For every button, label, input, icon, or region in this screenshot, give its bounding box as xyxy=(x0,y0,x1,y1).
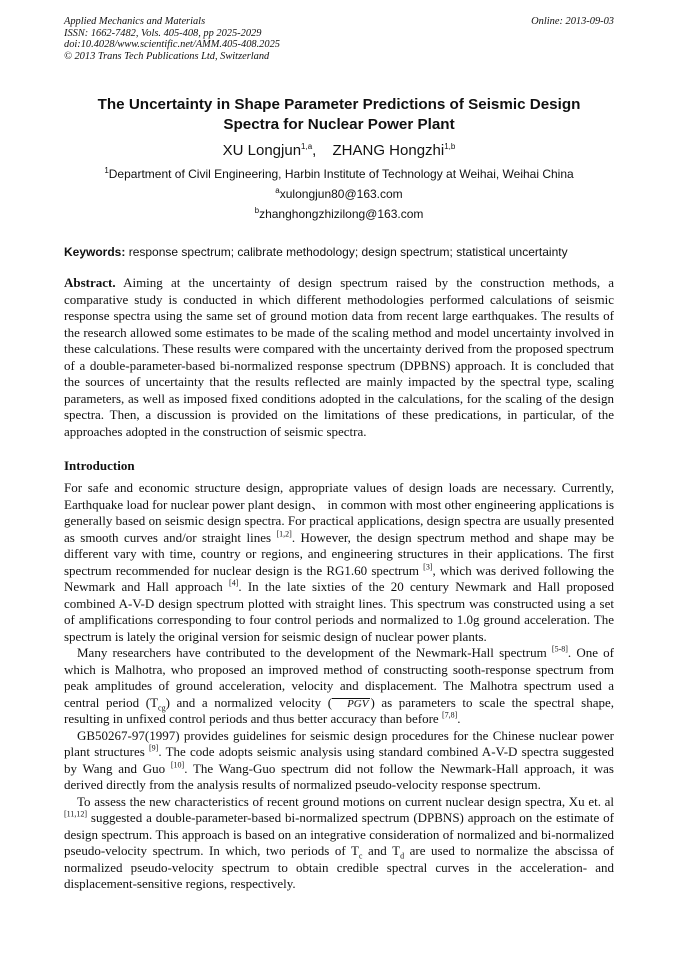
citation: [9] xyxy=(149,744,159,754)
citation: [4] xyxy=(229,579,239,589)
subscript: c xyxy=(358,851,363,861)
text-run: . The code adopts seismic analysis using standard combined A-V-D spectra suggested by Wang and Guo xyxy=(64,744,614,776)
text-run: . However, the design spectrum method and shape may be different vary with time, country or regions, and engineering structures in their applications. The first spectrum recommended for nuclear design is the RG1.60 spectrum xyxy=(64,529,614,578)
text-run: ) and a normalized velocity ( xyxy=(165,694,333,710)
title-line-1: The Uncertainty in Shape Parameter Predictions of Seismic Design xyxy=(97,96,581,114)
author-affil-mark: 1,b xyxy=(444,142,456,152)
pgv-symbol: PGV xyxy=(332,698,370,710)
text-run: Many researchers have contributed to the development of the Newmark-Hall spectrum xyxy=(77,645,552,661)
affiliation xyxy=(64,164,614,184)
keywords-label: Keywords: xyxy=(64,245,126,260)
journal-doi: doi:10.4028/www.scientific.net/AMM.405-408.2025 xyxy=(64,39,280,51)
author-list xyxy=(64,141,614,161)
journal-issn: ISSN: 1662-7482, Vols. 405-408, pp 2025-2029 xyxy=(64,27,262,39)
email-address: zhanghongzhizilong@163.com xyxy=(259,207,424,222)
text-run: and T xyxy=(362,843,401,859)
text-run: . In the late sixties of the 20 century Newmark and Hall proposed combined A-V-D design spectrum plotted with straight lines. This spectrum was constructed using a set of amplifications corresponding to four control periods and normalized to 1.0g ground acceleration. The spectrum is lately the original version for seismic design of nuclear power plants. xyxy=(64,579,614,644)
subscript: cg xyxy=(158,703,166,713)
abstract-text: Aiming at the uncertainty of design spectrum raised by the construction methods, a comparative study is conducted in which different methodologies performed calculations of seismic response spectra using the same set of ground motion data from recent large earthquakes. The results of the research allowed some estimates to be made of the scaling method and model uncertainty involved in these calculations. These results were compared with the uncertainty derived from the proposed spectrum of a double-parameter-based bi-normalized response spectrum (DPBNS) approach. It is concluded that the sources of uncertainty that the results reflected are mainly impacted by the spectral type, scaling parameters, as well as imposed fixed conditions adopted in the calculations, for the scaling of the design spectra. Then, a discussion is provided on the limitations of these predications, in particular, of the approaches adopted in the construction of seismic spectra. xyxy=(64,275,614,439)
keywords-text: response spectrum; calibrate methodology; design spectrum; statistical uncertainty xyxy=(125,245,568,260)
email-b xyxy=(64,204,614,224)
journal-info xyxy=(64,16,280,62)
citation: [11,12] xyxy=(64,810,88,820)
text-run: . The Wang-Guo spectrum did not follow the Newmark-Hall approach, it was derived directly from the analysis results of normalized pseudo-velocity response spectrum. xyxy=(64,760,614,793)
title-line-2: Spectra for Nuclear Power Plant xyxy=(223,115,455,133)
subscript: d xyxy=(400,851,405,861)
author-2 xyxy=(333,142,456,159)
text-run: For safe and economic structure design, appropriate values of design loads are necessary. Currently, Earthquake load for nuclear power plant design、 in common with most other engineering applications is generally based on seismic design spectra. For practical applications, design spectra are usually presented as smooth curves and/or straight lines xyxy=(64,480,614,545)
section-heading-introduction: Introduction xyxy=(64,458,135,474)
journal-header xyxy=(64,16,614,62)
text-run: GB50267-97(1997) provides guidelines for seismic design procedures for the Chinese nuclear power plant structures xyxy=(64,727,614,760)
intro-paragraph-4 xyxy=(64,794,614,893)
intro-paragraph-3 xyxy=(64,728,614,794)
author-name: ZHANG Hongzhi xyxy=(332,142,445,160)
text-run: suggested a double-parameter-based bi-normalized spectrum (DPBNS) approach on the estimate of design spectrum. This approach is based on an integrative consideration of normalized and bi-normalized pseudo-velocity spectrum. In which, two periods of T xyxy=(64,810,614,859)
text-run: are used to normalize the abscissa of normalized pseudo-velocity spectrum to obtain credible spectral curves in the acceleration- and displacement-sensitive regions, respectively. xyxy=(64,843,614,892)
email-address: xulongjun80@163.com xyxy=(279,187,403,202)
author-affil-mark: 1,a xyxy=(301,142,313,152)
journal-name: Applied Mechanics and Materials xyxy=(64,16,206,27)
intro-paragraph-2 xyxy=(64,645,614,728)
text-run: . xyxy=(457,711,461,727)
journal-copyright: © 2013 Trans Tech Publications Ltd, Switzerland xyxy=(64,50,270,62)
text-run: . One of which is Malhotra, who proposed an improved method of constructing sooth-response spectrum from peak amplitudes of ground acceleration, velocity and displacement. The Malhotra spectrum used a central period (T xyxy=(64,645,614,710)
author-separator: , xyxy=(312,142,317,160)
text-run: ) as parameters to scale the spectral shape, resulting in unfixed control periods and thus better accuracy than before xyxy=(64,694,614,727)
email-a xyxy=(64,184,614,204)
citation: [5-8] xyxy=(551,645,568,655)
text-run: , which was derived following the Newmark and Hall approach xyxy=(64,562,614,595)
email-mark: b xyxy=(254,206,260,216)
affiliation-mark: 1 xyxy=(104,166,109,176)
email-mark: a xyxy=(275,186,280,196)
author-1 xyxy=(223,142,317,159)
intro-paragraph-1 xyxy=(64,480,614,645)
affiliation-text: Department of Civil Engineering, Harbin Institute of Technology at Weihai, Weihai China xyxy=(108,167,574,182)
paper-title xyxy=(64,95,614,134)
text-run: To assess the new characteristics of recent ground motions on current nuclear design spectra, Xu et. al xyxy=(77,793,614,809)
citation: [3] xyxy=(423,562,433,572)
citation: [1,2] xyxy=(276,529,292,539)
keywords xyxy=(64,244,614,260)
online-date: Online: 2013-09-03 xyxy=(531,16,614,27)
abstract xyxy=(64,275,614,440)
author-name: XU Longjun xyxy=(222,142,302,160)
citation: [10] xyxy=(170,760,185,770)
citation: [7,8] xyxy=(441,711,458,721)
abstract-label: Abstract. xyxy=(64,275,116,291)
